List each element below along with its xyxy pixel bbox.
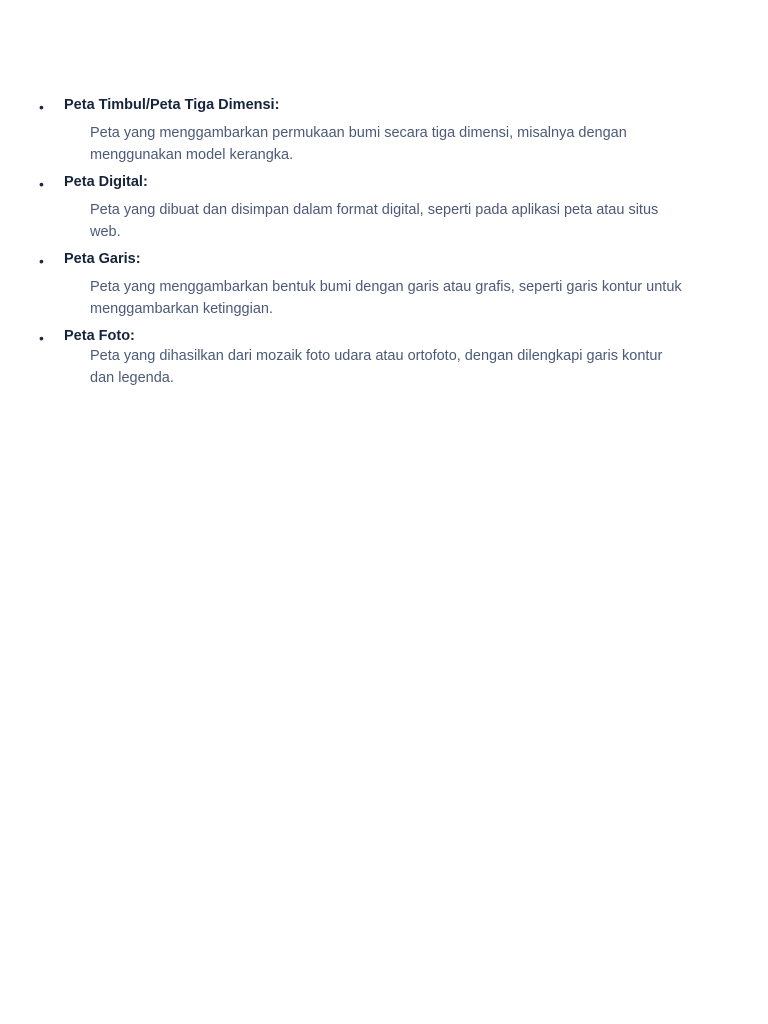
item-description: Peta yang menggambarkan permukaan bumi secara tiga dimensi, misalnya dengan menggunakan model kerangka. bbox=[90, 125, 627, 163]
bullet-icon: • bbox=[39, 330, 44, 346]
bullet-icon: • bbox=[39, 176, 44, 192]
item-term: Peta Foto: bbox=[64, 328, 135, 344]
bullet-icon: • bbox=[39, 99, 44, 115]
item-term: Peta Garis: bbox=[64, 251, 141, 267]
list-item-peta-timbul bbox=[0, 95, 768, 166]
list-item-peta-garis bbox=[0, 249, 768, 320]
item-term: Peta Digital: bbox=[64, 174, 148, 190]
item-description: Peta yang dibuat dan disimpan dalam format digital, seperti pada aplikasi peta atau situs web. bbox=[90, 202, 659, 240]
map-types-list bbox=[0, 95, 768, 395]
list-item-peta-digital bbox=[0, 172, 768, 243]
item-description: Peta yang dihasilkan dari mozaik foto udara atau ortofoto, dengan dilengkapi garis kontur dan legenda. bbox=[90, 348, 663, 386]
item-term: Peta Timbul/Peta Tiga Dimensi: bbox=[64, 97, 280, 113]
list-item-peta-foto bbox=[0, 326, 768, 389]
bullet-icon: • bbox=[39, 253, 44, 269]
item-description: Peta yang menggambarkan bentuk bumi dengan garis atau grafis, seperti garis kontur untuk menggambarkan ketinggian. bbox=[90, 279, 682, 317]
